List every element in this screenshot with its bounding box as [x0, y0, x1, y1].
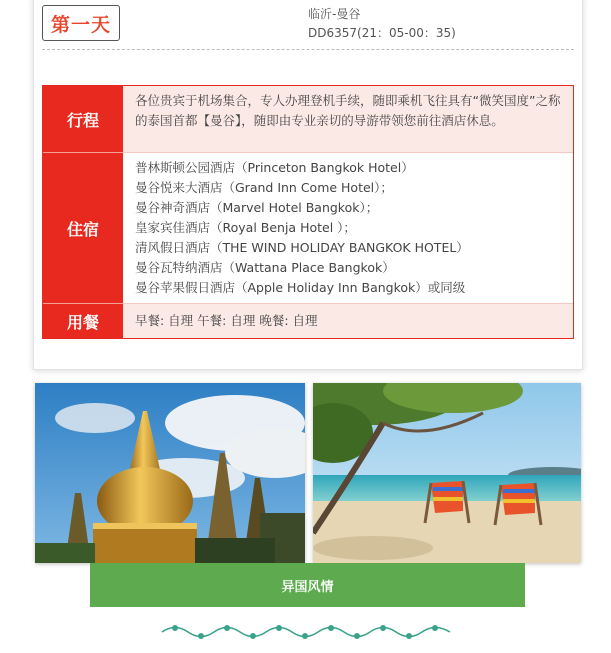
- day-card: [33, 0, 583, 370]
- exotic-banner: 异国风情: [90, 563, 525, 607]
- hotel-item: 曼谷神奇酒店（Marvel Hotel Bangkok）；: [135, 200, 379, 215]
- flight-text: DD6357(21：05-00：35): [308, 26, 456, 40]
- hotel-item: 普林斯顿公园酒店（Princeton Bangkok Hotel）: [135, 160, 414, 175]
- temple-photo: [35, 383, 305, 563]
- meals-label: 用餐: [43, 303, 123, 338]
- lodging-row: [43, 152, 573, 303]
- hotel-item: 皇家宾佳酒店（Royal Benja Hotel ）；: [135, 220, 356, 235]
- hotel-item: 清风假日酒店（THE WIND HOLIDAY BANGKOK HOTEL）: [135, 240, 469, 255]
- route-text: 临沂-曼谷: [308, 7, 361, 21]
- beach-photo: [313, 383, 581, 563]
- meals-row: [43, 303, 573, 338]
- itinerary-row: [43, 86, 573, 152]
- lodging-label: 住宿: [43, 152, 123, 303]
- meals-text: 早餐: 自理 午餐: 自理 晚餐: 自理: [123, 304, 573, 338]
- itinerary-table: [42, 85, 574, 339]
- hotel-item: 曼谷瓦特纳酒店（Wattana Place Bangkok）: [135, 260, 395, 275]
- hotel-list: [123, 153, 573, 303]
- hotel-item: 曼谷苹果假日酒店（Apple Holiday Inn Bangkok）或同级: [135, 280, 466, 295]
- itinerary-label: 行程: [43, 86, 123, 152]
- day-badge: 第一天: [42, 5, 120, 41]
- hotel-item: 曼谷悦来大酒店（Grand Inn Come Hotel）；: [135, 180, 393, 195]
- dashed-divider: [42, 49, 574, 50]
- itinerary-text: 各位贵宾于机场集合，专人办理登机手续，随即乘机飞往具有“微笑国度”之称的泰国首都【曼谷】，随即由专业亲切的导游带领您前往酒店休息。: [123, 86, 573, 152]
- vine-decoration-icon: [160, 621, 455, 643]
